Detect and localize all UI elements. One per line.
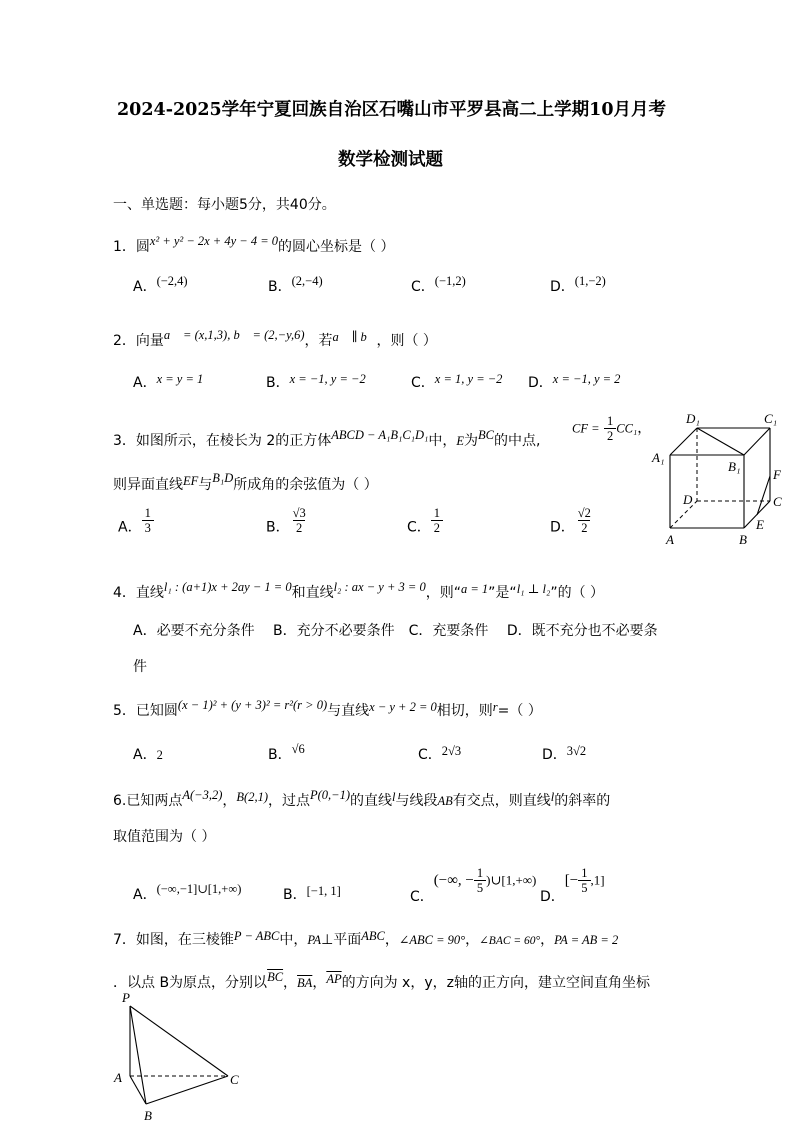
question-6: 6.已知两点A(−3,2)，B(2,1)，过点P(0,−1)的直线l与线段AB有交点，则直线l的斜率的 (113, 788, 611, 809)
question-5: 5．已知圆(x − 1)² + (y + 3)² = r²(r > 0)与直线x − y + 2 = 0相切，则r=（ ） (113, 698, 542, 719)
q1-prefix: 1．圆 (113, 239, 150, 255)
label-b: B (739, 532, 747, 547)
q1-option-b: B．(2,−4) (268, 274, 323, 295)
q2-expr: a⃗ = (x,1,3), b⃗ = (2,−y,6) (163, 328, 305, 342)
q2-option-b: B．x = −1, y = −2 (266, 372, 366, 391)
q3-option-c: C． $\frac{1}{2}$ (407, 512, 443, 541)
q2-cond: a⃗ ∥ b⃗ (332, 330, 377, 344)
q6-option-d: D．[− $\frac{1}{5}$ ,1] (540, 866, 605, 905)
question-6-line2: 取值范围为（ ） (113, 829, 216, 845)
q6-option-b: B．[−1, 1] (283, 884, 341, 903)
question-7-line2: ．以点 B为原点，分别以$\overline{BC}$，$\overline{BA}$，$\overline{AP}$的方向为 x，y，z轴的正方向，建立空间直角坐标 (113, 970, 650, 991)
question-3-line2: 则异面直线EF与B₁D所成角的余弦值为（ ） (113, 471, 378, 493)
label-c: C (773, 494, 782, 509)
q3-cf-expression: CF = $\frac{1}{2}$ CC₁， (572, 414, 652, 443)
q2-option-d: D．x = −1, y = 2 (528, 372, 621, 391)
q6-option-a: A．(−∞,−1]∪[1,+∞) (133, 882, 242, 903)
q5-option-c: C．2√3 (418, 744, 462, 763)
q5-option-a: A．2 (133, 747, 163, 763)
q3-option-a: A． $\frac{1}{3}$ (118, 512, 154, 541)
question-7: 7．如图，在三棱锥P − ABC中，PA⊥平面ABC，∠ABC = 90°，∠BAC = 60°，PA = AB = 2 (113, 929, 619, 948)
q5-option-b: B．√6 (268, 742, 305, 763)
q1-expr: x² + y² − 2x + 4y − 4 = 0 (149, 234, 279, 248)
label-a-pyr: A (114, 1070, 122, 1085)
q1-suffix: 的圆心坐标是（ ） (278, 239, 395, 255)
q3-option-d: D． $\frac{√2}{2}$ (550, 506, 591, 536)
question-1 (113, 236, 395, 256)
page-title-line1: 2024-2025学年宁夏回族自治区石嘴山市平罗县高二上学期10月月考 (117, 100, 667, 120)
label-p: P (122, 990, 130, 1005)
q6-option-c: C．(−∞, − $\frac{1}{5}$ )∪[1,+∞) (410, 866, 537, 905)
label-a1: A₁ (652, 450, 665, 465)
label-c1: C₁ (764, 411, 778, 426)
label-b-pyr: B (144, 1108, 152, 1123)
label-c-pyr: C (230, 1072, 239, 1087)
page-title-line2: 数学检测试题 (338, 150, 443, 170)
pyramid-figure (108, 986, 258, 1123)
cube-figure (650, 408, 790, 550)
question-4: 4．直线l₁ : (a+1)x + 2ay − 1 = 0和直线l₂ : ax − y + 3 = 0，则“a = 1”是“l₁ ⊥ l₂”的（ ） (113, 580, 605, 601)
label-b1: B₁ (728, 459, 741, 474)
question-3: 3．如图所示，在棱长为 2的正方体ABCD − A₁B₁C₁D₁中，E为BC的中点, (113, 428, 541, 449)
q2-option-c: C．x = 1, y = −2 (411, 372, 503, 391)
label-f: F (773, 467, 781, 482)
q4-options-wrap: 件 (133, 659, 147, 675)
label-e: E (756, 517, 764, 532)
q1-option-c: C．(−1,2) (411, 274, 466, 295)
question-2: 2．向量a⃗ = (x,1,3), b⃗ = (2,−y,6)，若a⃗ ∥ b⃗，则（ ） (113, 328, 437, 349)
q3-option-b: B． $\frac{√3}{2}$ (266, 506, 306, 536)
section-heading: 一、单选题：每小题5分，共40分。 (113, 197, 336, 213)
q4-options: A．必要不充分条件 B．充分不必要条件 C．充要条件 D．既不充分也不必要条 (133, 623, 658, 639)
label-d1: D₁ (686, 411, 700, 426)
q1-option-a: A．(−2,4) (133, 274, 188, 295)
label-d: D (683, 492, 693, 507)
q1-option-d: D．(1,−2) (550, 274, 606, 295)
q2-option-a: A．x = y = 1 (133, 372, 204, 391)
q5-option-d: D．3√2 (542, 744, 587, 763)
label-a: A (666, 532, 674, 547)
